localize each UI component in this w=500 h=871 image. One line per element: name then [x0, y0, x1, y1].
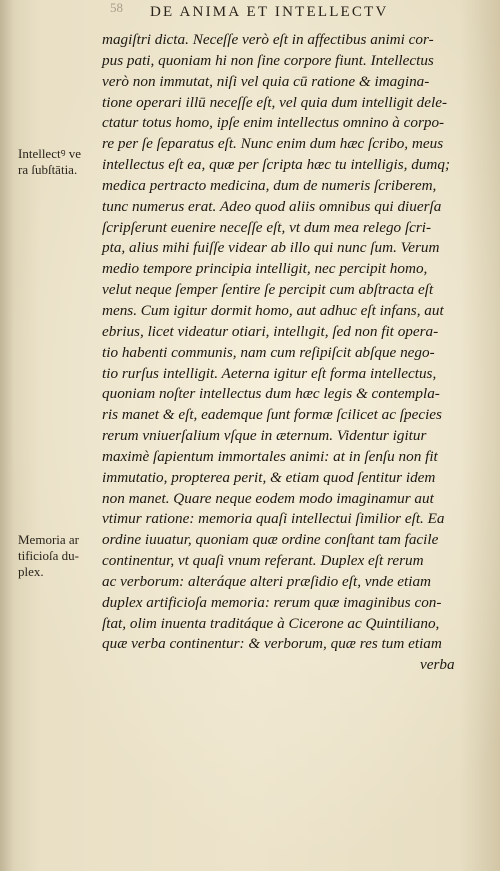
text-line: ris manet & eſt, eademque ſunt formæ ſcilicet ac ſpecies: [102, 406, 442, 424]
margin-note-memoria: [18, 532, 79, 580]
text-line: tunc numerus erat. Adeo quod aliis omnibus qui diuerſa: [102, 197, 442, 215]
text-line: tio habenti communis, nam cum reſipiſcit abſque nego-: [102, 343, 435, 361]
text-line: quæ verba continentur: & verborum, quæ res tum etiam: [102, 635, 442, 653]
body-text: [102, 30, 482, 676]
margin-note-line: tificioſa du-: [18, 548, 80, 563]
text-line: mens. Cum igitur dormit homo, aut adhuc eſt infans, aut: [102, 301, 444, 319]
text-line: tio rurſus intelligit. Aeterna igitur eſt forma intellectus,: [102, 364, 437, 382]
text-line: rerum vniuerſalium vſque in æternum. Videntur igitur: [102, 427, 427, 445]
text-line: non manet. Quare neque eodem modo imaginamur aut: [102, 489, 434, 507]
margin-note-line: ra ſubſtātia.: [18, 162, 78, 177]
text-line: ordine iuuatur, quoniam quæ ordine conſtant tam facile: [102, 531, 439, 549]
text-line: ſcripſerunt euenire neceſſe eſt, vt dum mea relego ſcri-: [102, 218, 432, 236]
margin-note-line: Intellectꝰ ve: [18, 146, 82, 161]
text-line: velut neque ſemper ſentire ſe percipit cum abſtracta eſt: [102, 281, 434, 299]
text-line: ſtat, olim inuenta traditáque à Cicerone ac Quintiliano,: [102, 614, 440, 632]
page-gutter-shadow: [0, 0, 14, 871]
page-number: 58: [110, 0, 123, 15]
text-line: pta, alius mihi fuiſſe videar ab illo qui nunc ſum. Verum: [102, 239, 440, 257]
text-line: vtimur ratione: memoria quaſi intellectui ſimilior eſt. Ea: [102, 510, 445, 528]
text-line: magiſtri dicta. Neceſſe verò eſt in affectibus animi cor-: [102, 31, 434, 48]
text-line: quoniam noſter intellectus dum hæc legis & contempla-: [102, 385, 440, 403]
text-line: duplex artificioſa memoria: rerum quæ imaginibus con-: [102, 593, 442, 611]
catchword: verba: [420, 656, 455, 674]
text-line: continentur, vt quaſi vnum referant. Duplex eſt rerum: [102, 552, 424, 570]
text-line: re per ſe ſeparatus eſt. Nunc enim dum hæc ſcribo, meus: [102, 135, 444, 153]
text-line: medica pertracto medicina, dum de numeris ſcriberem,: [102, 176, 437, 194]
margin-note-intellectus: [18, 146, 81, 178]
margin-note-line: plex.: [18, 564, 44, 579]
text-line: tione operari illū neceſſe eſt, vel quia dum intelligit dele-: [102, 93, 448, 111]
text-line: verò non immutat, niſi vel quia cū ratione & imagina-: [102, 72, 430, 90]
text-line: ebrius, licet videatur otiari, intellıgit, ſed non fit opera-: [102, 322, 439, 340]
running-head: DE ANIMA ET INTELLECTV: [150, 4, 389, 20]
text-line: immutatio, propterea perit, & etiam quod ſentitur idem: [102, 468, 436, 486]
text-line: pus pati, quoniam hi non ſine corpore fiunt. Intellectus: [102, 51, 434, 69]
text-line: medio tempore principia intelligit, nec percipit homo,: [102, 260, 428, 278]
text-line: ctatur totus homo, ipſe enim intellectus omnino à corpo-: [102, 114, 445, 132]
margin-note-line: Memoria ar: [18, 532, 80, 547]
text-line: ac verborum: alteráque alteri præſidio eſt, vnde etiam: [102, 572, 432, 590]
text-line: intellectus eſt ea, quæ per ſcripta hæc tu intelligis, dumq;: [102, 156, 450, 174]
text-line: maximè ſapientum immortales animi: at in ſenſu non fit: [102, 447, 438, 465]
